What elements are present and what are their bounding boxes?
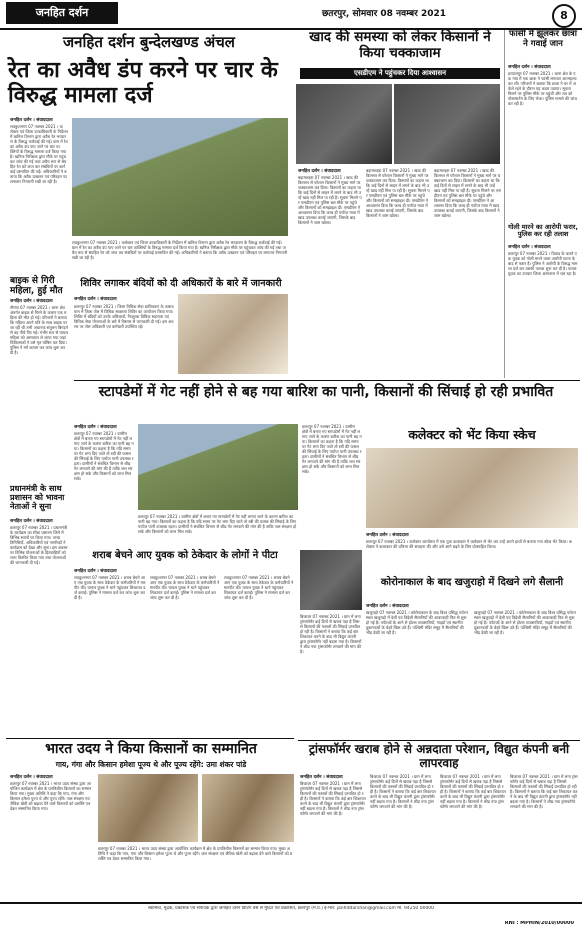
transformer-side-body: बिजावर 07 नवम्बर 2021 । ग्राम में लगा ट्रांसफॉर्मर कई दिनों से खराब पड़ा है जिससे किसानों की फसलों की सिंचाई प्रभावित हो रही है। किसानों ने बताया कि कई बार शिकायत करने के बाद भी विद्युत कंपनी द्वारा ट्रांसफॉर्मर नहीं बदला गया है। किसानों ने शीघ्र नया ट्रांसफॉर्मर लगवाने की मांग की है। — [300, 614, 362, 654]
corona-byline: जनहित दर्शन । संवाददाता — [366, 604, 409, 609]
stopdam-photo — [138, 424, 298, 510]
masthead — [0, 0, 582, 30]
fasi-headline: फांसी में झूलकर छात्रा ने गवाई जान — [509, 29, 577, 49]
collector-byline: जनहित दर्शन । संवाददाता — [366, 533, 409, 538]
khad-photo-2 — [394, 84, 500, 164]
bharat-photo-2 — [202, 774, 294, 842]
stopdam-body-cont: छतरपुर 07 नवम्बर 2021 । ग्रामीण क्षेत्रों में बनाए गए स्टापडेमों में गेट नहीं लगाए जाने के कारण बारिश का पानी बह गया। किसानों का कहना है कि यदि समय पर गेट लगा दिए जाते तो रबी की फसल की सिंचाई के लिए पर्याप्त पानी उपलब्ध रहता। ग्रामीणों ने संबंधित विभाग से शीघ्र गेट लगवाने की मांग की है ताकि जल संरक्षण हो सके और किसानों को लाभ मिल सके। — [138, 514, 297, 534]
sand-body: लवकुशनगर 07 नवम्बर 2021 । कलेक्टर एवं जिला दण्डाधिकारी के निर्देशन में खनिज विभाग द्वारा अवैध रेत भण्डारण के विरुद्ध कार्रवाई की गई। ग्राम में रेत का अवैध डंप पाए जाने पर चार व्यक्तियों के विरुद्ध मामला दर्ज किया गया है। खनिज निरीक्षक द्वारा मौके पर पहुंचकर जांच की गई तथा अवैध रूप से संग्रहित रेत को जप्त कर संबंधितों पर कार्रवाई प्रस्तावित की गई। अधिकारियों ने बताया कि अवैध उत्खनन एवं परिवहन पर लगातार निगरानी रखी जा रही है। — [10, 124, 68, 184]
collector-headline: कलेक्टर को भेंट किया स्केच — [408, 427, 536, 442]
transformer-headline: ट्रांसफॉर्मर खराब होने से अन्नदाता परेशान, विद्युत कंपनी बनी लापरवाह — [308, 742, 570, 770]
corona-headline: कोरोनाकाल के बाद खजुराहो में दिखने लगे सैलानी — [380, 577, 564, 588]
drunk-body: लवकुशनगर 07 नवम्बर 2021 । शराब बेचने आए एक युवक के साथ ठेकेदार के कर्मचारियों ने मारपीट की। घायल युवक ने थाने पहुंचकर शिकायत दर्ज कराई। पुलिस ने मामला दर्ज कर जांच शुरू कर दी है। — [74, 575, 146, 600]
column-divider — [504, 30, 505, 378]
section-banner: जनहित दर्शन बुन्देलखण्ड अंचल — [63, 33, 235, 51]
khad-subhead: एसडीएम ने पहुंचकर दिया आश्वासन — [300, 68, 500, 79]
drunk-byline: जनहित दर्शन । संवाददाता — [74, 569, 117, 574]
transformer-body: बिजावर 07 नवम्बर 2021 । ग्राम में लगा ट्रांसफॉर्मर कई दिनों से खराब पड़ा है जिससे किसानों की फसलों की सिंचाई प्रभावित हो रही है। किसानों ने बताया कि कई बार शिकायत करने के बाद भी विद्युत कंपनी द्वारा ट्रांसफॉर्मर नहीं बदला गया है। किसानों ने शीघ्र नया ट्रांसफॉर्मर लगवाने की मांग की है। — [300, 781, 366, 816]
bharat-photo-1 — [98, 774, 198, 842]
sand-truck-photo — [72, 118, 288, 236]
drunk-body-col2: लवकुशनगर 07 नवम्बर 2021 । शराब बेचने आए एक युवक के साथ ठेकेदार के कर्मचारियों ने मारपीट की। घायल युवक ने थाने पहुंचकर शिकायत दर्ज कराई। पुलिस ने मामला दर्ज कर जांच शुरू कर दी है। — [150, 575, 220, 600]
sand-headline: रेत का अवैध डंप करने पर चार के विरुद्ध मामला दर्ज — [8, 58, 278, 109]
divider — [74, 380, 580, 381]
transformer-photo — [300, 550, 362, 610]
newspaper-logo: जनहित दर्शन — [6, 2, 118, 24]
khad-photo-1 — [296, 84, 392, 164]
page-number: 8 — [552, 4, 576, 28]
divider — [298, 740, 580, 741]
bike-byline: जनहित दर्शन । संवाददाता — [10, 299, 53, 304]
bike-headline: बाइक से गिरी महिला, हुई मौत — [10, 276, 63, 297]
bharat-byline: जनहित दर्शन । संवाददाता — [10, 775, 53, 780]
bharat-body-cont: छतरपुर 07 नवम्बर 2021 । भारत उदय संस्था द्वारा आयोजित कार्यक्रम में क्षेत्र के प्रगतिशील किसानों का सम्मान किया गया। मुख्य अतिथि ने कहा कि गाय, गंगा और किसान हमेशा पूज्य थे और पूज्य रहेंगे। जल संरक्षण एवं जैविक खेती को बढ़ावा देने वाले किसानों को प्रशस्ति पत्र देकर सम्मानित किया गया। — [98, 846, 293, 861]
bike-body: नौगांव 07 नवम्बर 2021 । थाना क्षेत्र अंतर्गत बाइक से गिरने के कारण एक महिला की मौत हो गई। परिजनों ने बताया कि महिला अपने पति के साथ बाइक पर जा रही थी तभी अचानक संतुलन बिगड़ने से वह नीचे गिर गई। गंभीर रूप से घायल महिला को अस्पताल ले जाया गया जहां चिकित्सकों ने उसे मृत घोषित कर दिया। पुलिस ने मर्ग कायम कर जांच शुरू कर दी है। — [10, 305, 68, 355]
pm-body: छतरपुर 07 नवम्बर 2021 । प्रधानमंत्री के कार्यक्रम का सीधा प्रसारण जिले में विभिन्न स्थानों पर किया गया। जनप्रतिनिधियों, अधिकारियों एवं नागरिकों ने कार्यक्रम को देखा और सुना। इस अवसर पर विभिन्न योजनाओं के हितग्राहियों को लाभ वितरित किया गया तथा योजनाओं की जानकारी दी गई। — [10, 525, 68, 565]
transformer-body-col4: बिजावर 07 नवम्बर 2021 । ग्राम में लगा ट्रांसफॉर्मर कई दिनों से खराब पड़ा है जिससे किसानों की फसलों की सिंचाई प्रभावित हो रही है। किसानों ने बताया कि कई बार शिकायत करने के बाद भी विद्युत कंपनी द्वारा ट्रांसफॉर्मर नहीं बदला गया है। किसानों ने शीघ्र नया ट्रांसफॉर्मर लगवाने की मांग की है। — [510, 774, 578, 809]
collector-body: छतरपुर 07 नवम्बर 2021 । कलेक्टर कार्यालय में एक युवा कलाकार ने कलेक्टर से भेंट कर उन्हें अपने हाथों से बनाया गया स्केच भेंट किया। कलेक्टर ने कलाकार की प्रतिभा की सराहना की और उसे आगे बढ़ने के लिए प्रोत्साहित किया। — [366, 539, 572, 549]
khad-byline: जनहित दर्शन । संवाददाता — [298, 169, 341, 174]
stopdam-body: छतरपुर 07 नवम्बर 2021 । ग्रामीण क्षेत्रों में बनाए गए स्टापडेमों में गेट नहीं लगाए जाने के कारण बारिश का पानी बह गया। किसानों का कहना है कि यदि समय पर गेट लगा दिए जाते तो रबी की फसल की सिंचाई के लिए पर्याप्त पानी उपलब्ध रहता। ग्रामीणों ने संबंधित विभाग से शीघ्र गेट लगवाने की मांग की है ताकि जल संरक्षण हो सके और किसानों को लाभ मिल सके। — [74, 431, 134, 481]
stopdam-headline: स्टापडेमों में गेट नहीं होने से बह गया बारिश का पानी, किसानों की सिंचाई हो रही प्रभावित — [98, 384, 554, 400]
bharat-headline: भारत उदय ने किया किसानों का सम्मानित — [45, 741, 257, 757]
transformer-body-col2: बिजावर 07 नवम्बर 2021 । ग्राम में लगा ट्रांसफॉर्मर कई दिनों से खराब पड़ा है जिससे किसानों की फसलों की सिंचाई प्रभावित हो रही है। किसानों ने बताया कि कई बार शिकायत करने के बाद भी विद्युत कंपनी द्वारा ट्रांसफॉर्मर नहीं बदला गया है। किसानों ने शीघ्र नया ट्रांसफॉर्मर लगवाने की मांग की है। — [370, 774, 436, 809]
drunk-body-col3: लवकुशनगर 07 नवम्बर 2021 । शराब बेचने आए एक युवक के साथ ठेकेदार के कर्मचारियों ने मारपीट की। घायल युवक ने थाने पहुंचकर शिकायत दर्ज कराई। पुलिस ने मामला दर्ज कर जांच शुरू कर दी है। — [224, 575, 294, 600]
transformer-body-col3: बिजावर 07 नवम्बर 2021 । ग्राम में लगा ट्रांसफॉर्मर कई दिनों से खराब पड़ा है जिससे किसानों की फसलों की सिंचाई प्रभावित हो रही है। किसानों ने बताया कि कई बार शिकायत करने के बाद भी विद्युत कंपनी द्वारा ट्रांसफॉर्मर नहीं बदला गया है। किसानों ने शीघ्र नया ट्रांसफॉर्मर लगवाने की मांग की है। — [440, 774, 506, 809]
khad-body-col2: बड़ामलहरा 07 नवम्बर 2021 । खाद की किल्लत से परेशान किसानों ने मुख्य मार्ग पर चक्काजाम कर दिया। किसानों का कहना था कि कई दिनों से लाइन में लगने के बाद भी उन्हें खाद नहीं मिल पा रही है। सूचना मिलने पर एसडीएम एवं पुलिस बल मौके पर पहुंचे और किसानों को समझाइश दी। एसडीएम ने आश्वासन दिया कि जल्द ही पर्याप्त मात्रा में खाद उपलब्ध कराई जाएगी, जिसके बाद किसानों ने जाम खोला। — [366, 168, 430, 218]
pm-byline: जनहित दर्शन । संवाददाता — [10, 519, 53, 524]
goli-body: छतरपुर 07 नवम्बर 2021 । विवाद के चलते एक युवक को गोली मारने वाला आरोपी घटना के बाद से फरार है। पुलिस ने आरोपी के विरुद्ध मामला दर्ज कर उसकी तलाश शुरू कर दी है। घायल युवक का उपचार जिला अस्पताल में चल रहा है। — [508, 251, 578, 276]
bharat-body: छतरपुर 07 नवम्बर 2021 । भारत उदय संस्था द्वारा आयोजित कार्यक्रम में क्षेत्र के प्रगतिशील किसानों का सम्मान किया गया। मुख्य अतिथि ने कहा कि गाय, गंगा और किसान हमेशा पूज्य थे और पूज्य रहेंगे। जल संरक्षण एवं जैविक खेती को बढ़ावा देने वाले किसानों को प्रशस्ति पत्र देकर सम्मानित किया गया। — [10, 781, 92, 811]
bharat-subhead: गाय, गंगा और किसान हमेशा पूज्य थे और पूज्य रहेंगे: उमा शंकर पांडे — [55, 760, 247, 769]
shivir-byline: जनहित दर्शन । संवाददाता — [74, 297, 117, 302]
collector-photo — [366, 448, 578, 528]
drunk-headline: शराब बेचने आए युवक को ठेकेदार के लोगों ने पीटा — [92, 550, 278, 561]
goli-headline: गोली मारने का आरोपी फरार, पुलिस कर रही तलाश — [508, 223, 578, 239]
stopdam-byline: जनहित दर्शन । संवाददाता — [74, 425, 117, 430]
fasi-byline: जनहित दर्शन । संवाददाता — [508, 65, 551, 70]
transformer-byline: जनहित दर्शन । संवाददाता — [300, 775, 343, 780]
sand-body-cont: लवकुशनगर 07 नवम्बर 2021 । कलेक्टर एवं जिला दण्डाधिकारी के निर्देशन में खनिज विभाग द्वारा अवैध रेत भण्डारण के विरुद्ध कार्रवाई की गई। ग्राम में रेत का अवैध डंप पाए जाने पर चार व्यक्तियों के विरुद्ध मामला दर्ज किया गया है। खनिज निरीक्षक द्वारा मौके पर पहुंचकर जांच की गई तथा अवैध रूप से संग्रहित रेत को जप्त कर संबंधितों पर कार्रवाई प्रस्तावित की गई। अधिकारियों ने बताया कि अवैध उत्खनन एवं परिवहन पर लगातार निगरानी रखी जा रही है। — [72, 240, 288, 260]
shivir-photo — [178, 294, 288, 374]
pm-headline: प्रधानमंत्री के साथ प्रशासन को भावना नेताओं ने सुना — [10, 484, 65, 512]
khad-body: बड़ामलहरा 07 नवम्बर 2021 । खाद की किल्लत से परेशान किसानों ने मुख्य मार्ग पर चक्काजाम कर दिया। किसानों का कहना था कि कई दिनों से लाइन में लगने के बाद भी उन्हें खाद नहीं मिल पा रही है। सूचना मिलने पर एसडीएम एवं पुलिस बल मौके पर पहुंचे और किसानों को समझाइश दी। एसडीएम ने आश्वासन दिया कि जल्द ही पर्याप्त मात्रा में खाद उपलब्ध कराई जाएगी, जिसके बाद किसानों ने जाम खोला। — [298, 175, 362, 225]
footer-rule — [0, 902, 582, 904]
khad-headline: खाद की समस्या को लेकर किसानों ने किया चक्काजाम — [309, 29, 491, 61]
divider — [6, 738, 294, 739]
shivir-headline: शिविर लगाकर बंदियों को दी अधिकारों के बारे में जानकारी — [80, 278, 282, 289]
sand-byline: जनहित दर्शन । संवाददाता — [10, 118, 53, 123]
goli-byline: जनहित दर्शन । संवाददाता — [508, 245, 551, 250]
corona-body-col2: खजुराहो 07 नवम्बर 2021 । कोरोनाकाल के बाद विश्व प्रसिद्ध पर्यटन स्थल खजुराहो में देशी एवं विदेशी सैलानियों की आवाजाही फिर से शुरू हो गई है। पर्यटकों के आने से होटल व्यवसायियों, गाइडों एवं स्थानीय दुकानदारों के चेहरे खिल उठे हैं। पश्चिमी मंदिर समूह में सैलानियों की भीड़ देखी जा रही है। — [474, 610, 576, 635]
footer-imprint: स्वामित्व, मुद्रक, प्रकाशक एवं संपादक द्वारा जनहित दर्शन प्रिंटिंग प्रेस से मुद्रित एवं प्रकाशित, छतरपुर (म.प्र.) ई-मेल: janhitdarshan@gmail.com मो. 94250 00000 — [147, 906, 435, 911]
shivir-body: छतरपुर 07 नवम्बर 2021 । जिला विधिक सेवा प्राधिकरण के तत्वावधान में जिला जेल में विधिक साक्षरता शिविर का आयोजन किया गया। शिविर में बंदियों को उनके अधिकारों, निःशुल्क विधिक सहायता एवं विधिक सेवा योजनाओं के बारे में विस्तार से जानकारी दी गई। इस अवसर पर जेल अधिकारी एवं कर्मचारी उपस्थित रहे। — [74, 304, 174, 329]
footer-rni: RNI : MPHIN/2010/00000 — [504, 921, 574, 926]
stopdam-body-col3: छतरपुर 07 नवम्बर 2021 । ग्रामीण क्षेत्रों में बनाए गए स्टापडेमों में गेट नहीं लगाए जाने के कारण बारिश का पानी बह गया। किसानों का कहना है कि यदि समय पर गेट लगा दिए जाते तो रबी की फसल की सिंचाई के लिए पर्याप्त पानी उपलब्ध रहता। ग्रामीणों ने संबंधित विभाग से शीघ्र गेट लगवाने की मांग की है ताकि जल संरक्षण हो सके और किसानों को लाभ मिल सके। — [302, 424, 362, 474]
corona-body: खजुराहो 07 नवम्बर 2021 । कोरोनाकाल के बाद विश्व प्रसिद्ध पर्यटन स्थल खजुराहो में देशी एवं विदेशी सैलानियों की आवाजाही फिर से शुरू हो गई है। पर्यटकों के आने से होटल व्यवसायियों, गाइडों एवं स्थानीय दुकानदारों के चेहरे खिल उठे हैं। पश्चिमी मंदिर समूह में सैलानियों की भीड़ देखी जा रही है। — [366, 610, 468, 635]
fasi-body: हरपालपुर 07 नवम्बर 2021 । थाना क्षेत्र के एक गांव में एक छात्रा ने फांसी लगाकर आत्महत्या कर ली। परिजनों ने बताया कि छात्रा ने घर में अकेले रहने के दौरान यह कदम उठाया। सूचना मिलने पर पुलिस मौके पर पहुंची और शव को पोस्टमार्टम के लिए भेजा। पुलिस मामले की जांच कर रही है। — [508, 71, 577, 106]
khad-body-col3: बड़ामलहरा 07 नवम्बर 2021 । खाद की किल्लत से परेशान किसानों ने मुख्य मार्ग पर चक्काजाम कर दिया। किसानों का कहना था कि कई दिनों से लाइन में लगने के बाद भी उन्हें खाद नहीं मिल पा रही है। सूचना मिलने पर एसडीएम एवं पुलिस बल मौके पर पहुंचे और किसानों को समझाइश दी। एसडीएम ने आश्वासन दिया कि जल्द ही पर्याप्त मात्रा में खाद उपलब्ध कराई जाएगी, जिसके बाद किसानों ने जाम खोला। — [434, 168, 501, 218]
date-line: छतरपुर, सोमवार 08 नवम्बर 2021 — [322, 9, 446, 19]
